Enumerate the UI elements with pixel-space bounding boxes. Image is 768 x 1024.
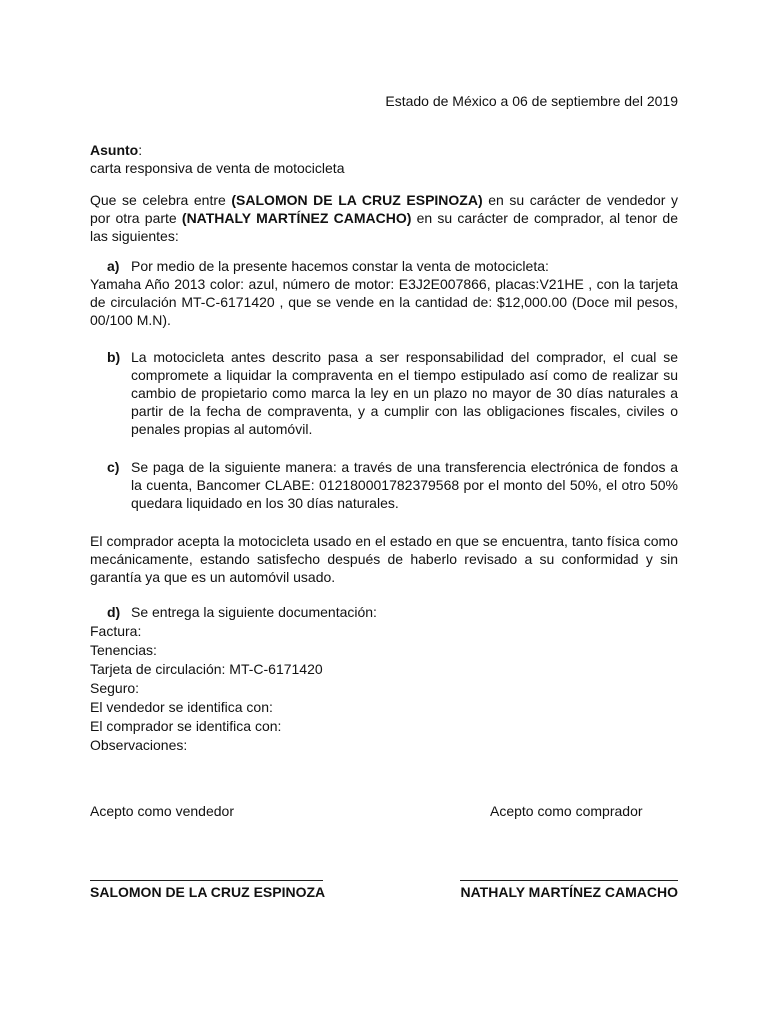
clause-c — [107, 458, 678, 512]
subject-block — [90, 141, 678, 177]
documents-list — [90, 622, 678, 755]
clause-a-first-line — [90, 257, 678, 275]
buyer-signature-line — [460, 880, 678, 881]
seller-signature-line — [90, 880, 323, 881]
clause-d-text: Se entrega la siguiente documentación: — [131, 604, 377, 620]
document-item-comprador-id: El comprador se identifica con: — [90, 718, 282, 734]
clause-a-letter: a) — [107, 258, 120, 274]
clause-c-text: Se paga de la siguiente manera: a través de una transferencia electrónica de fondos a la cuenta, Bancomer CLABE: 012180001782379568 por el monto del 50%, el otro 50% quedara liquidado en los 30 días naturales. — [131, 459, 678, 511]
clause-b — [107, 348, 678, 438]
clause-d — [107, 603, 377, 621]
clause-b-text: La motocicleta antes descrito pasa a ser responsabilidad del comprador, el cual se compromete a liquidar la compraventa en el tiempo estipulado así como de realizar su cambio de propietario como marca la ley en un plazo no mayor de 30 días naturales a partir de la fecha de compraventa, y a cumplir con las obligaciones fiscales, civiles o penales propias al automóvil. — [131, 349, 678, 437]
subject-colon: : — [138, 142, 143, 158]
subject-text: carta responsiva de venta de motocicleta — [90, 160, 345, 176]
document-item-vendedor-id: El vendedor se identifica con: — [90, 699, 273, 715]
intro-part-3: en su carácter de comprador, al tenor de las siguientes: — [90, 210, 678, 244]
document-item-seguro: Seguro: — [90, 680, 140, 696]
intro-part-2: en su carácter de vendedor y por otra parte — [90, 192, 678, 226]
clause-d-letter: d) — [107, 604, 121, 620]
seller-name-inline: (SALOMON DE LA CRUZ ESPINOZA) — [231, 192, 483, 208]
buyer-accept-label: Acepto como comprador — [490, 803, 643, 819]
intro-paragraph — [90, 191, 678, 245]
document-item-observaciones: Observaciones: — [90, 737, 188, 753]
buyer-name-inline: (NATHALY MARTÍNEZ CAMACHO) — [181, 210, 412, 226]
seller-accept-label: Acepto como vendedor — [90, 803, 234, 819]
acceptance-paragraph: El comprador acepta la motocicleta usado en el estado en que se encuentra, tanto física como mecánicamente, estando satisfecho después de haberlo revisado a su conformidad y sin garantía ya que es un automóvil usado. — [90, 533, 678, 585]
clause-c-letter: c) — [107, 459, 120, 475]
clause-b-letter: b) — [107, 349, 121, 365]
seller-signature-name: SALOMON DE LA CRUZ ESPINOZA — [90, 884, 326, 900]
clause-a-details: Yamaha Año 2013 color: azul, número de motor: E3J2E007866, placas:V21HE , con la tarjeta de circulación MT-C-6171420 , que se vende en la cantidad de: $12,000.00 (Doce mil pesos, 00/100 M.N). — [90, 276, 678, 328]
clause-a-first-text: Por medio de la presente hacemos constar la venta de motocicleta: — [131, 258, 549, 274]
intro-part-1: Que se celebra entre — [90, 192, 232, 208]
clause-a — [90, 257, 678, 329]
document-item-tarjeta: Tarjeta de circulación: MT-C-6171420 — [90, 661, 323, 677]
subject-label: Asunto — [90, 142, 139, 158]
document-item-factura: Factura: — [90, 623, 142, 639]
date-line: Estado de México a 06 de septiembre del 2019 — [385, 93, 678, 109]
document-item-tenencias: Tenencias: — [90, 642, 157, 658]
buyer-signature-name: NATHALY MARTÍNEZ CAMACHO — [460, 884, 678, 900]
